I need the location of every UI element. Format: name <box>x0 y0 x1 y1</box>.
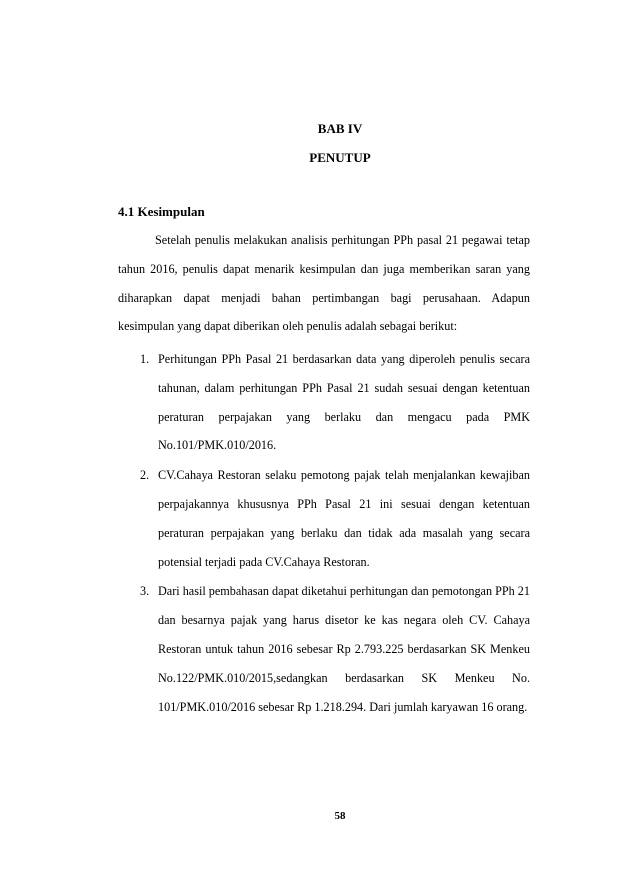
list-item-number: 3. <box>140 584 150 599</box>
conclusion-list <box>118 345 530 722</box>
list-item-number: 1. <box>140 352 150 366</box>
chapter-number: BAB IV <box>317 121 363 136</box>
list-item-text: Perhitungan PPh Pasal 21 berdasarkan data yang diperoleh penulis secara tahunan, dalam perhitungan PPh Pasal 21 sudah sesuai dengan ketentuan peraturan perpajakan yang berlaku dan mengacu pada PMK No.101/PMK.010/2016. <box>158 352 530 453</box>
list-item-number: 2. <box>140 468 150 483</box>
list-item-text: Dari hasil pembahasan dapat diketahui perhitungan dan pemotongan PPh 21 dan besarnya pajak yang harus disetor ke kas negara oleh CV. Cahaya Restoran untuk tahun 2016 sebesar Rp 2.793.225 berdasarkan SK Menkeu No.122/PMK.010/2015,sedangkan berdasarkan SK Menkeu No. 101/PMK.010/2016 sebesar Rp 1.218.294. Dari jumlah karyawan 16 orang. <box>158 584 530 714</box>
section-title: 4.1 Kesimpulan <box>118 204 205 219</box>
list-item <box>118 461 530 576</box>
list-item <box>118 345 530 460</box>
page-number: 58 <box>334 810 346 822</box>
chapter-title: PENUTUP <box>309 150 371 165</box>
list-item <box>118 577 530 721</box>
list-item-text: CV.Cahaya Restoran selaku pemotong pajak telah menjalankan kewajiban perpajakannya khususnya PPh Pasal 21 ini sesuai dengan ketentuan peraturan perpajakan yang berlaku dan tidak ada masalah yang secara potensial terjadi pada CV.Cahaya Restoran. <box>158 468 530 569</box>
intro-paragraph: Setelah penulis melakukan analisis perhitungan PPh pasal 21 pegawai tetap tahun 2016, penulis dapat menarik kesimpulan dan juga memberikan saran yang diharapkan dapat menjadi bahan pertimbangan bagi perusahaan. Adapun kesimpulan yang dapat diberikan oleh penulis adalah sebagai berikut: <box>118 233 530 334</box>
